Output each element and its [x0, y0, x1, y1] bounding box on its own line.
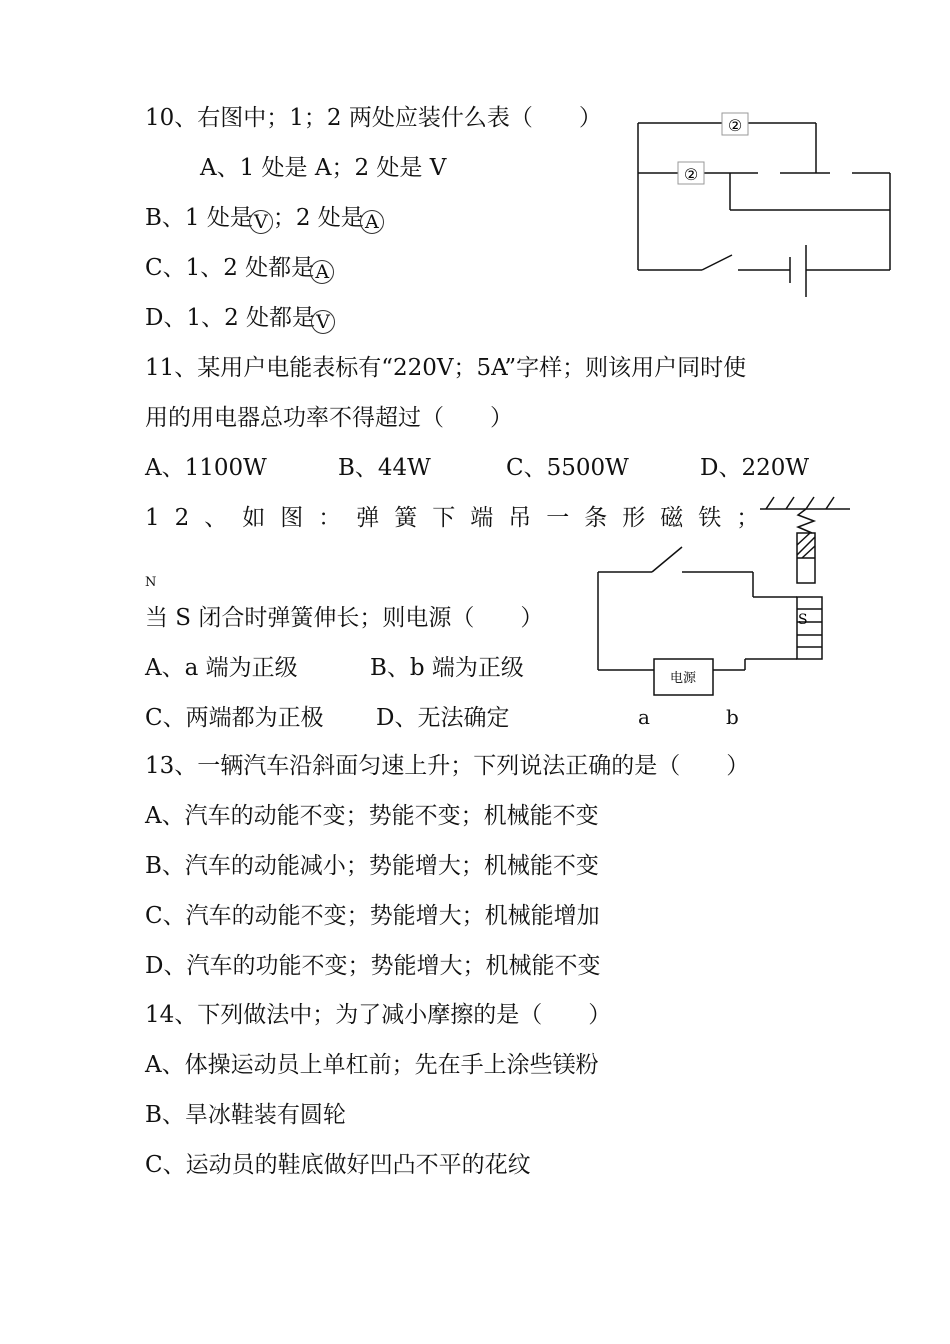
q10-option-b: [145, 203, 384, 234]
voltmeter-symbol: V: [249, 210, 273, 234]
meter-position-2-top: ②: [727, 116, 743, 135]
q10-circuit-diagram: [630, 105, 900, 305]
voltmeter-symbol: V: [311, 310, 335, 334]
q12-stem-line-1: 12、如图：弹簧下端吊一条形磁铁；: [145, 505, 775, 531]
terminal-a-label: a: [638, 705, 650, 729]
q12-option-a: A、a 端为正级: [145, 655, 298, 681]
q11-option-a: A、1100W: [145, 455, 267, 481]
q10-option-b-text-2: ；2 处是: [272, 205, 364, 231]
q13-option-b: B、汽车的动能减小；势能增大；机械能不变: [145, 853, 599, 879]
q10-stem: 10、右图中；1；2 两处应装什么表（ ）: [145, 105, 602, 131]
terminal-b-label: b: [726, 705, 739, 729]
q14-option-c: C、运动员的鞋底做好凹凸不平的花纹: [145, 1152, 531, 1178]
q12-option-c: C、两端都为正极: [145, 705, 324, 731]
meter-position-2-left: ②: [683, 165, 699, 184]
q13-stem: 13、一辆汽车沿斜面匀速上升；下列说法正确的是（ ）: [145, 753, 750, 779]
q14-option-a: A、体操运动员上单杠前；先在手上涂些镁粉: [145, 1052, 599, 1078]
q12-stem-line-2: 当 S 闭合时弹簧伸长；则电源（ ）: [145, 605, 544, 631]
ammeter-symbol: A: [360, 210, 384, 234]
q14-stem: 14、下列做法中；为了减小摩擦的是（ ）: [145, 1002, 612, 1028]
q10-option-b-text-1: B、1 处是: [145, 205, 253, 231]
q12-option-d: D、无法确定: [376, 705, 510, 731]
q13-option-c: C、汽车的动能不变；势能增大；机械能增加: [145, 903, 600, 929]
s-label: S: [798, 612, 808, 628]
q10-option-d-text: D、1、2 处都是: [145, 305, 316, 331]
q12-option-b: B、b 端为正级: [370, 655, 524, 681]
q11-stem-line-2: 用的用电器总功率不得超过（ ）: [145, 405, 513, 431]
q13-option-a: A、汽车的动能不变；势能不变；机械能不变: [145, 803, 599, 829]
q13-option-d: D、汽车的功能不变；势能增大；机械能不变: [145, 953, 601, 979]
q11-option-c: C、5500W: [506, 455, 629, 481]
q10-option-a: A、1 处是 A；2 处是 V: [200, 155, 447, 181]
q10-option-d: [145, 303, 335, 334]
q12-electromagnet-diagram: [590, 485, 860, 700]
power-source-label: 电源: [669, 671, 697, 686]
q14-option-b: B、旱冰鞋装有圆轮: [145, 1102, 346, 1128]
q11-option-b: B、44W: [338, 455, 431, 481]
q12-n-label: N: [145, 575, 157, 590]
q10-option-c: [145, 253, 334, 284]
q11-stem-line-1: 11、某用户电能表标有“220V；5A”字样；则该用户同时使: [145, 355, 747, 381]
q10-option-c-text: C、1、2 处都是: [145, 255, 315, 281]
ammeter-symbol: A: [310, 260, 334, 284]
q11-option-d: D、220W: [700, 455, 809, 481]
